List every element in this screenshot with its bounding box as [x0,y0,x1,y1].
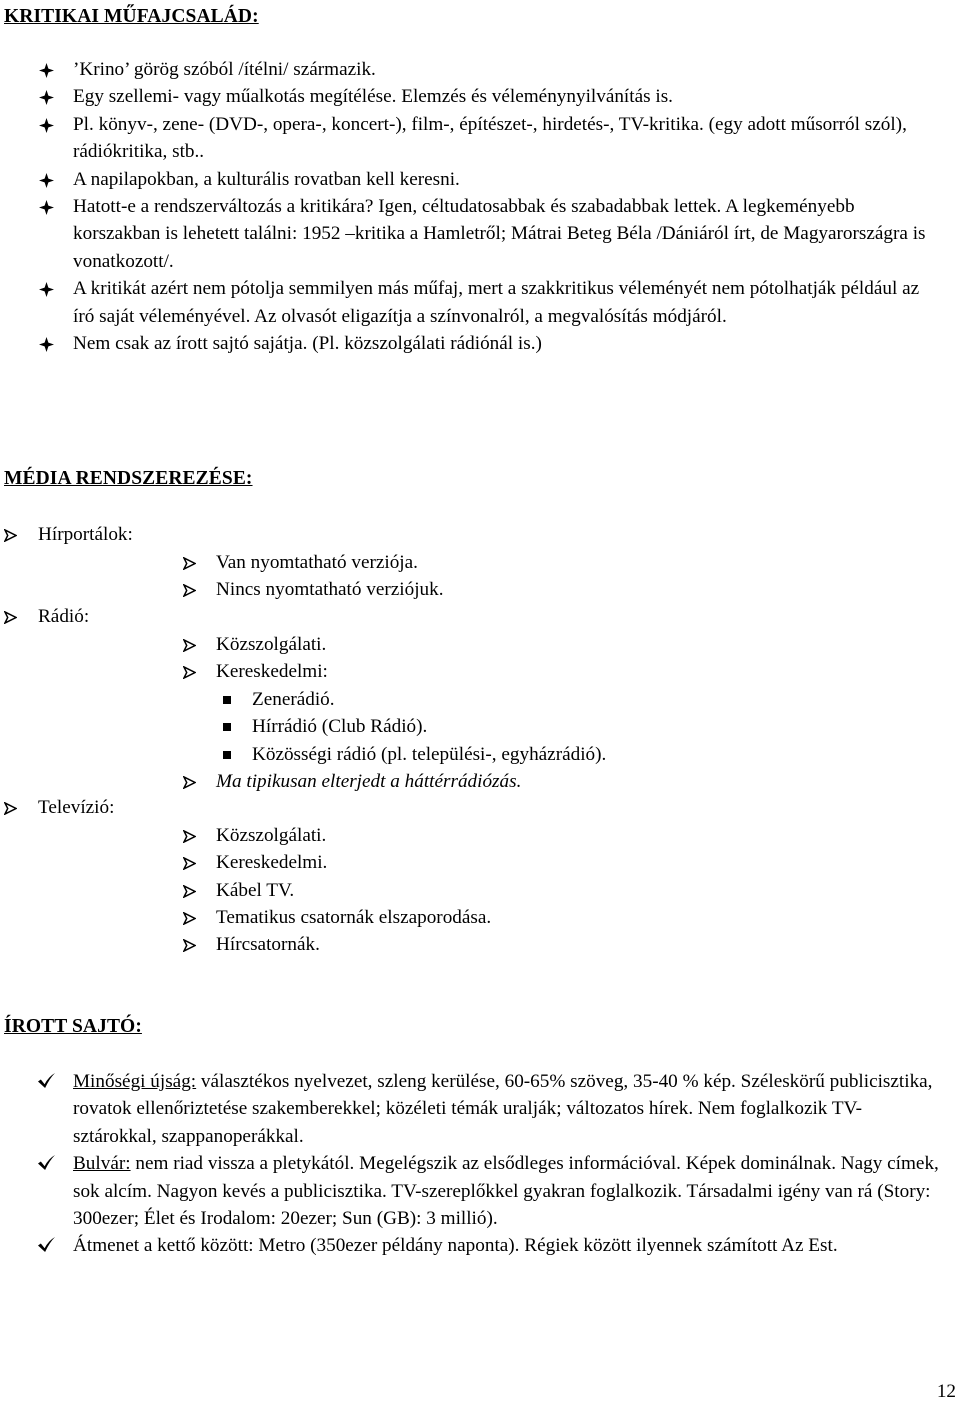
square-bullet-icon [223,751,231,759]
page-number: 12 [936,1381,956,1402]
diamond-bullet-icon [39,90,54,105]
list-item: Átmenet a kettő között: Metro (350ezer példány naponta). Régiek között ilyennek számított Az Est. [73,1232,939,1259]
checkmark-bullet-icon [37,1072,56,1089]
diamond-bullet-icon [39,118,54,133]
section-title-irott-sajto: ÍROTT SAJTÓ: [4,1016,142,1037]
list-item: Hírrádió (Club Rádió). [252,713,427,740]
list-item: A kritikát azért nem pótolja semmilyen más műfaj, mert a szakkritikus véleményét nem pótolhatják például az író saját véleményével. Az olvasót eligazítja a színvonalról, a megvalósítás módjáról. [73,275,939,330]
checkmark-bullet-icon [37,1154,56,1171]
arrow-bullet-icon [183,830,196,843]
arrow-bullet-icon [183,557,196,570]
list-item: Kereskedelmi: [216,658,328,685]
diamond-bullet-icon [39,63,54,78]
arrow-bullet-icon [183,666,196,679]
list-item: Van nyomtatható verziója. [216,549,418,576]
media-category-televizio: Televízió: [38,794,114,821]
term-label: Bulvár: [73,1153,131,1175]
arrow-bullet-icon [4,802,17,815]
list-item: A napilapokban, a kulturális rovatban kell keresni. [73,166,939,193]
list-item: Pl. könyv-, zene- (DVD-, opera-, koncert-), film-, építészet-, hirdetés-, TV-kritika. (egy adott műsorról szól), rádiókritika, stb.. [73,111,939,166]
list-item: Közszolgálati. [216,822,326,849]
list-item: Tematikus csatornák elszaporodása. [216,904,491,931]
arrow-bullet-icon [183,584,196,597]
list-item: Ma tipikusan elterjedt a háttérrádiózás. [216,768,521,795]
list-item: Minőségi újság: választékos nyelvezet, szleng kerülése, 60-65% szöveg, 35-40 % kép. Széleskörű publicisztika, rovatok ellenőriztetése szakemberekkel; közéleti témák uralják; változatos hírek. Nem foglalkozik TV-sztárokkal, szappanoperákkal. [73,1068,939,1150]
kritikai-list [73,56,939,357]
list-item: ’Krino’ görög szóból /ítélni/ származik. [73,56,939,83]
arrow-bullet-icon [183,776,196,789]
arrow-bullet-icon [183,857,196,870]
section-title-kritikai: KRITIKAI MŰFAJCSALÁD: [4,6,259,27]
list-item: Kábel TV. [216,877,294,904]
list-item: Egy szellemi- vagy műalkotás megítélése. Elemzés és véleménynyilvánítás is. [73,83,939,110]
checkmark-bullet-icon [37,1236,56,1253]
square-bullet-icon [223,723,231,731]
list-item: Nincs nyomtatható verziójuk. [216,576,444,603]
list-item: Hírcsatornák. [216,931,320,958]
media-category-hirportalok: Hírportálok: [38,521,133,548]
list-item: Közösségi rádió (pl. települési-, egyházrádió). [252,741,606,768]
list-item: Közszolgálati. [216,631,326,658]
list-item: Zenerádió. [252,686,335,713]
arrow-bullet-icon [183,912,196,925]
list-item: Bulvár: nem riad vissza a pletykától. Megelégszik az elsődleges információval. Képek dominálnak. Nagy címek, sok alcím. Nagyon kevés a publicisztika. TV-szereplőkkel gyakran foglalkozik. Társadalmi igény van rá (Story: 300ezer; Élet és Irodalom: 20ezer; Sun (GB): 3 millió). [73,1150,939,1232]
list-item: Nem csak az írott sajtó sajátja. (Pl. közszolgálati rádiónál is.) [73,330,939,357]
arrow-bullet-icon [183,885,196,898]
list-item: Kereskedelmi. [216,849,327,876]
media-category-radio: Rádió: [38,603,89,630]
section-title-media: MÉDIA RENDSZEREZÉSE: [4,468,253,489]
square-bullet-icon [223,696,231,704]
arrow-bullet-icon [4,611,17,624]
irott-sajto-list [73,1068,939,1260]
list-item: Hatott-e a rendszerváltozás a kritikára? Igen, céltudatosabbak és szabadabbak lettek. A legkeményebb korszakban is lehetett találni: 1952 –kritika a Hamletről; Mátrai Beteg Béla /Dániáról írt, de Magyarországra is vonatkozott/. [73,193,939,275]
arrow-bullet-icon [183,639,196,652]
diamond-bullet-icon [39,200,54,215]
diamond-bullet-icon [39,173,54,188]
arrow-bullet-icon [183,939,196,952]
term-label: Minőségi újság: [73,1071,197,1092]
arrow-bullet-icon [4,529,17,542]
diamond-bullet-icon [39,282,54,297]
diamond-bullet-icon [39,337,54,352]
